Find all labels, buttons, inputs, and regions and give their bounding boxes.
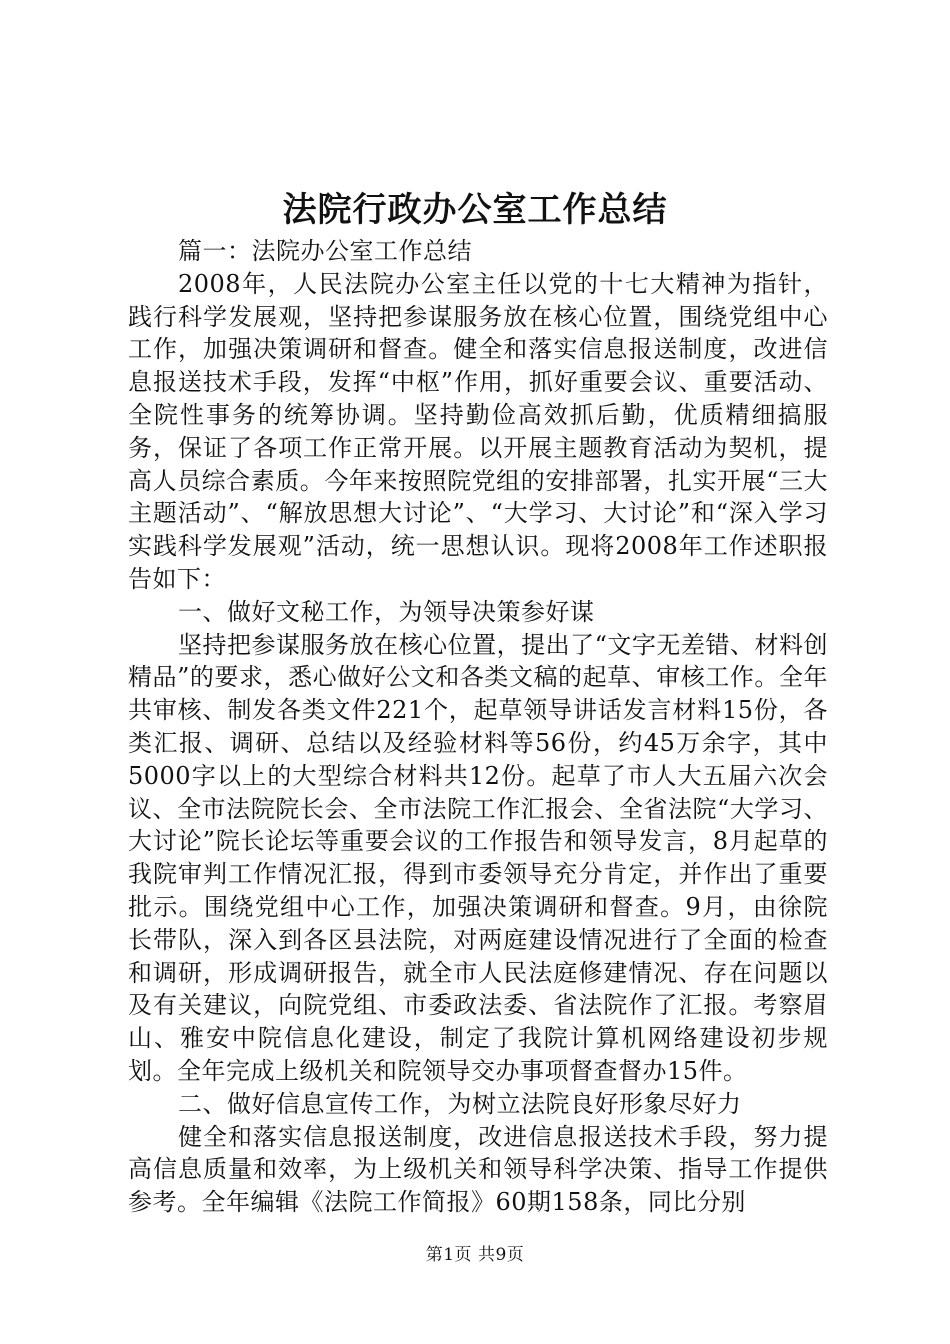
page-footer: 第1页 共9页 [425, 1245, 525, 1265]
section-2-paragraph: 健全和落实信息报送制度，改进信息报送技术手段，努力提高信息质量和效率，为上级机关和领导科学决策、指导工作提供参考。全年编辑《法院工作简报》60期158条，同比分别 [128, 1122, 828, 1217]
section-heading-2: 二、做好信息宣传工作，为树立法院良好形象尽好力 [178, 1089, 742, 1118]
intro-paragraph: 2008年，人民法院办公室主任以党的十七大精神为指针，践行科学发展观，坚持把参谋服务放在核心位置，围绕党组中心工作，加强决策调研和督查。健全和落实信息报送制度，改进信息报送技术手段，发挥“中枢”作用，抓好重要会议、重要活动、全院性事务的统筹协调。坚持勤俭高效抓后勤，优质精细搞服务，保证了各项工作正常开展。以开展主题教育活动为契机，提高人员综合素质。今年来按照院党组的安排部署，扎实开展“三大主题活动”、“解放思想大讨论”、“大学习、大讨论”和“深入学习实践科学发展观”活动，统一思想认识。现将2008年工作述职报告如下： [128, 269, 828, 593]
section-heading-part-one: 篇一：法院办公室工作总结 [178, 237, 472, 265]
section-heading-1: 一、做好文秘工作，为领导决策参好谋 [178, 597, 595, 626]
section-1-paragraph: 坚持把参谋服务放在核心位置，提出了“文字无差错、材料创精品”的要求，悉心做好公文和各类文稿的起草、审核工作。全年共审核、制发各类文件221个，起草领导讲话发言材料15份，各类汇报、调研、总结以及经验材料等56份，约45万余字，其中5000字以上的大型综合材料共12份。起草了市人大五届六次会议、全市法院院长会、全市法院工作汇报会、全省法院“大学习、大讨论”院长论坛等重要会议的工作报告和领导发言，8月起草的我院审判工作情况汇报，得到市委领导充分肯定，并作出了重要批示。围绕党组中心工作，加强决策调研和督查。9月，由徐院长带队，深入到各区县法院，对两庭建设情况进行了全面的检查和调研，形成调研报告，就全市人民法庭修建情况、存在问题以及有关建议，向院党组、市委政法委、省法院作了汇报。考察眉山、雅安中院信息化建设，制定了我院计算机网络建设初步规划。全年完成上级机关和院领导交办事项督查督办15件。 [128, 630, 828, 1085]
document-title: 法院行政办公室工作总结 [282, 190, 668, 230]
document-body [128, 235, 828, 1219]
